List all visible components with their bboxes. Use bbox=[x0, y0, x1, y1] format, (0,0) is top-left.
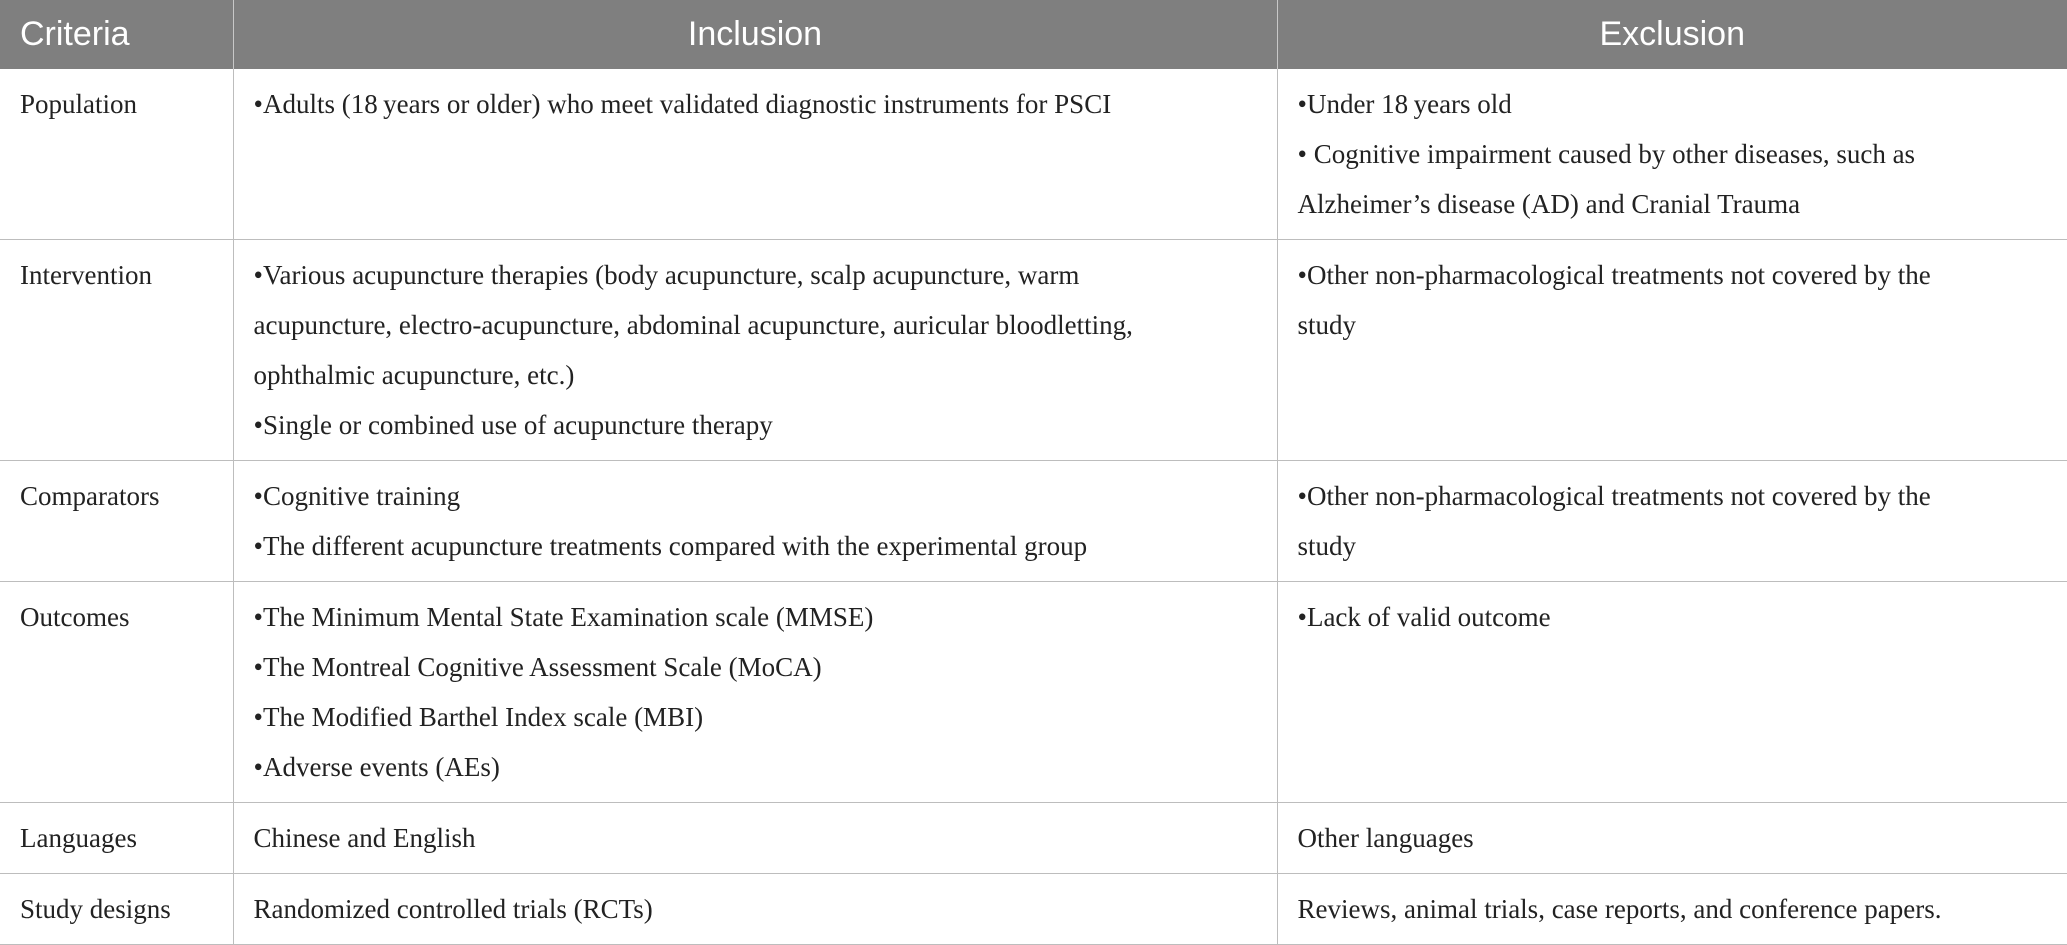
cell-exclusion bbox=[1277, 803, 2067, 874]
inclusion-line: •The Minimum Mental State Examination scale (MMSE) bbox=[253, 602, 874, 632]
cell-exclusion bbox=[1277, 582, 2067, 803]
inclusion-line: acupuncture, electro-acupuncture, abdominal acupuncture, auricular bloodletting, bbox=[253, 310, 1133, 340]
criteria-label: Comparators bbox=[20, 481, 160, 511]
cell-inclusion bbox=[233, 461, 1277, 582]
inclusion-line: •Adverse events (AEs) bbox=[253, 752, 500, 782]
inclusion-line: •Cognitive training bbox=[253, 481, 461, 511]
cell-inclusion bbox=[233, 874, 1277, 945]
criteria-label: Study designs bbox=[20, 894, 171, 924]
inclusion-line: Randomized controlled trials (RCTs) bbox=[253, 894, 653, 924]
cell-inclusion bbox=[233, 240, 1277, 461]
table-row-outcomes bbox=[0, 582, 2067, 803]
cell-criteria bbox=[0, 803, 233, 874]
cell-exclusion bbox=[1277, 240, 2067, 461]
cell-inclusion bbox=[233, 582, 1277, 803]
exclusion-line: study bbox=[1297, 310, 1357, 340]
cell-exclusion bbox=[1277, 69, 2067, 240]
inclusion-line: •The Montreal Cognitive Assessment Scale (MoCA) bbox=[253, 652, 822, 682]
exclusion-line: Other languages bbox=[1297, 823, 1474, 853]
cell-inclusion bbox=[233, 803, 1277, 874]
cell-criteria bbox=[0, 69, 233, 240]
exclusion-line: • Cognitive impairment caused by other diseases, such as bbox=[1297, 139, 1916, 169]
inclusion-line: •Adults (18 years or older) who meet validated diagnostic instruments for PSCI bbox=[253, 89, 1112, 119]
inclusion-line: •The Modified Barthel Index scale (MBI) bbox=[253, 702, 704, 732]
cell-criteria bbox=[0, 874, 233, 945]
table-row-intervention bbox=[0, 240, 2067, 461]
exclusion-line: •Under 18 years old bbox=[1297, 89, 1512, 119]
cell-exclusion bbox=[1277, 874, 2067, 945]
inclusion-line: •Single or combined use of acupuncture therapy bbox=[253, 410, 773, 440]
inclusion-line: •The different acupuncture treatments compared with the experimental group bbox=[253, 531, 1088, 561]
exclusion-line: •Lack of valid outcome bbox=[1297, 602, 1551, 632]
inclusion-line: •Various acupuncture therapies (body acupuncture, scalp acupuncture, warm bbox=[253, 260, 1080, 290]
header-inclusion: Inclusion bbox=[233, 0, 1277, 69]
cell-inclusion bbox=[233, 69, 1277, 240]
exclusion-line: Reviews, animal trials, case reports, and conference papers. bbox=[1297, 894, 1942, 924]
table-row-study-designs bbox=[0, 874, 2067, 945]
exclusion-line: •Other non-pharmacological treatments not covered by the bbox=[1297, 481, 1931, 511]
criteria-label: Outcomes bbox=[20, 602, 130, 632]
header-exclusion: Exclusion bbox=[1277, 0, 2067, 69]
cell-criteria bbox=[0, 582, 233, 803]
table-row-population bbox=[0, 69, 2067, 240]
cell-criteria bbox=[0, 461, 233, 582]
cell-exclusion bbox=[1277, 461, 2067, 582]
cell-criteria bbox=[0, 240, 233, 461]
inclusion-line: ophthalmic acupuncture, etc.) bbox=[253, 360, 575, 390]
header-criteria: Criteria bbox=[0, 0, 233, 69]
criteria-label: Languages bbox=[20, 823, 137, 853]
table-body bbox=[0, 69, 2067, 945]
criteria-label: Population bbox=[20, 89, 138, 119]
inclusion-line: Chinese and English bbox=[253, 823, 476, 853]
criteria-label: Intervention bbox=[20, 260, 152, 290]
exclusion-line: Alzheimer’s disease (AD) and Cranial Trauma bbox=[1297, 189, 1801, 219]
exclusion-line: study bbox=[1297, 531, 1357, 561]
exclusion-line: •Other non-pharmacological treatments not covered by the bbox=[1297, 260, 1931, 290]
table-header bbox=[0, 0, 2067, 69]
table-row-languages bbox=[0, 803, 2067, 874]
table-row-comparators bbox=[0, 461, 2067, 582]
header-row bbox=[0, 0, 2067, 69]
